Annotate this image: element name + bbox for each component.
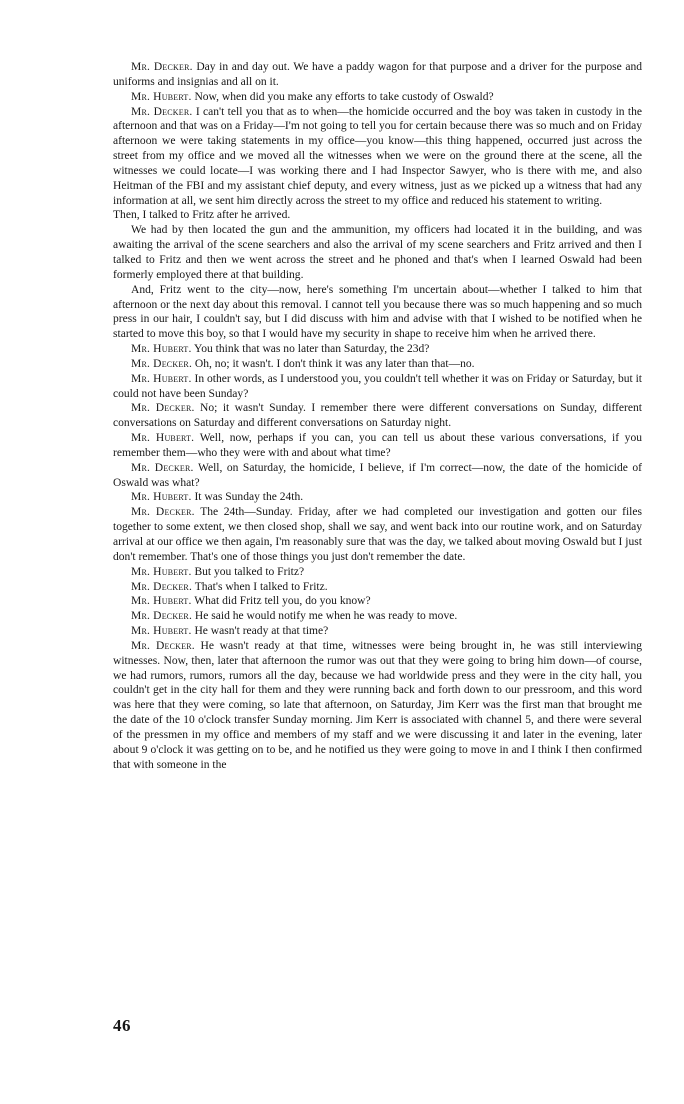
paragraph-text: We had by then located the gun and the ammunition, my officers had located it in the building, and was awaiting the arrival of the scene searchers and also the arrival of my scene searchers and Fritz arrived and then I talked to Fritz and then we went across the street and he phoned and that's when I learned Oswald had been formerly employed there at that building.	[113, 224, 642, 281]
paragraph	[113, 431, 642, 461]
speaker-label: Mr. Decker.	[131, 506, 195, 519]
paragraph	[113, 105, 642, 224]
speaker-label: Mr. Hubert.	[131, 595, 192, 608]
speaker-label: Mr. Decker.	[131, 461, 194, 474]
paragraph-text: Well, now, perhaps if you can, you can tell us about these various conversations, if you remember them—who they were with and about what time?	[113, 432, 642, 459]
paragraph-text: I can't tell you that as to when—the homicide occurred and the boy was taken in custody in the afternoon and that was on a Friday—I'm not going to tell you for certain because there was so much and on Friday afternoon we were taking statements in my office—you know—this thing happened, occurred just across the street from my office and we moved all the witnesses when we were on the ground there at the scene, all the witnesses we could locate—I was working there and I had Inspector Sawyer, who is there with me, and also Heitman of the FBI and my assistant chief deputy, and every witness, just as we picked up a witness that had any information at all, we sent him directly across the street to my office and reduced his statement to writing. Then, I talked to Fritz after he arrived.	[113, 105, 643, 222]
paragraph-text: He said he would notify me when he was ready to move.	[194, 610, 458, 623]
paragraph-text: Oh, no; it wasn't. I don't think it was any later than that—no.	[194, 357, 475, 370]
speaker-label: Mr. Decker.	[131, 357, 193, 370]
paragraph-text: Well, on Saturday, the homicide, I believe, if I'm correct—now, the date of the homicide of Oswald was what?	[113, 461, 642, 489]
paragraph-text: What did Fritz tell you, do you know?	[194, 595, 371, 608]
paragraph-text: You think that was no later than Saturday, the 23d?	[194, 343, 430, 356]
paragraph-text: Now, when did you make any efforts to take custody of Oswald?	[194, 90, 494, 103]
paragraph	[113, 401, 642, 431]
speaker-label: Mr. Hubert.	[131, 491, 192, 504]
paragraph-text: He wasn't ready at that time, witnesses were being brought in, he was still interviewing witnesses. Now, then, later that afternoon the rumor was out that they were going to bring him down—of course, we had rumors, rumors, rumors all the day, because we had worldwide press and they were in the city hall, you couldn't get in the city hall for them and they were running back and forth down to our pressroom, and this word was here that they were coming, so late that afternoon, on Saturday, Jim Kerr was the first man that brought me the date of the 10 o'clock transfer Sunday morning. Jim Kerr is associated with channel 5, and there were several of the pressmen in my office and members of my staff and we were discussing it and later in the evening, later about 9 o'clock it was getting on to be, and he notified us they were going to move in and I think I then confirmed that with someone in the	[113, 639, 642, 771]
speaker-label: Mr. Hubert.	[131, 90, 192, 103]
speaker-label: Mr. Decker.	[131, 639, 195, 652]
paragraph-text: But you talked to Fritz?	[194, 565, 305, 578]
speaker-label: Mr. Hubert.	[131, 432, 195, 445]
paragraph-text: In other words, as I understood you, you couldn't tell whether it was on Friday or Saturday, but it could not have been Sunday?	[113, 372, 643, 400]
paragraph	[113, 505, 642, 564]
speaker-label: Mr. Decker.	[131, 580, 193, 593]
paragraph	[113, 580, 642, 595]
paragraph	[113, 609, 642, 624]
paragraph-text: He wasn't ready at that time?	[194, 625, 329, 638]
paragraph-text: And, Fritz went to the city—now, here's something I'm uncertain about—whether I talked to him that afternoon or the next day about this removal. I cannot tell you because there was so much happening and so much press in our hair, I couldn't say, but I did discuss with him and advise with that I wished to be notified when he started to move this boy, so that I would have my security in shape to receive him when he arrived there.	[113, 283, 642, 341]
speaker-label: Mr. Hubert.	[131, 565, 192, 578]
paragraph	[113, 223, 642, 282]
speaker-label: Mr. Decker.	[131, 402, 195, 415]
paragraph	[113, 90, 642, 105]
paragraph	[113, 342, 642, 357]
speaker-label: Mr. Decker.	[131, 61, 193, 73]
paragraph-text: Day in and day out. We have a paddy wagon for that purpose and a driver for the purpose and uniforms and insignias and all on it.	[113, 61, 643, 88]
paragraph	[113, 490, 642, 505]
page-number: 46	[113, 1016, 131, 1035]
paragraph	[113, 639, 642, 773]
paragraph	[113, 565, 642, 580]
speaker-label: Mr. Decker.	[131, 610, 193, 623]
paragraph	[113, 372, 642, 402]
paragraph	[113, 461, 642, 491]
paragraph-text: The 24th—Sunday. Friday, after we had completed our investigation and gotten our files together to some extent, we then closed shop, shall we say, and went back into our routine work, and on Saturday arrival at our office we then again, I'm reasonably sure that was the day, we talked about moving Oswald but I just don't remember. That's one of those things you just don't remember the date.	[113, 506, 642, 563]
paragraph-text: It was Sunday the 24th.	[194, 491, 304, 504]
paragraph-text: That's when I talked to Fritz.	[194, 580, 328, 593]
speaker-label: Mr. Decker.	[131, 105, 193, 118]
paragraph	[113, 357, 642, 372]
paragraph	[113, 624, 642, 639]
paragraph	[113, 283, 642, 342]
speaker-label: Mr. Hubert.	[131, 343, 192, 356]
paragraph	[113, 60, 642, 90]
testimony-body	[113, 60, 642, 773]
paragraph	[113, 594, 642, 609]
speaker-label: Mr. Hubert.	[131, 625, 192, 638]
speaker-label: Mr. Hubert.	[131, 372, 192, 385]
paragraph-text: No; it wasn't Sunday. I remember there were different conversations on Sunday, different conversations on Saturday and different conversations on Saturday night.	[113, 402, 642, 430]
